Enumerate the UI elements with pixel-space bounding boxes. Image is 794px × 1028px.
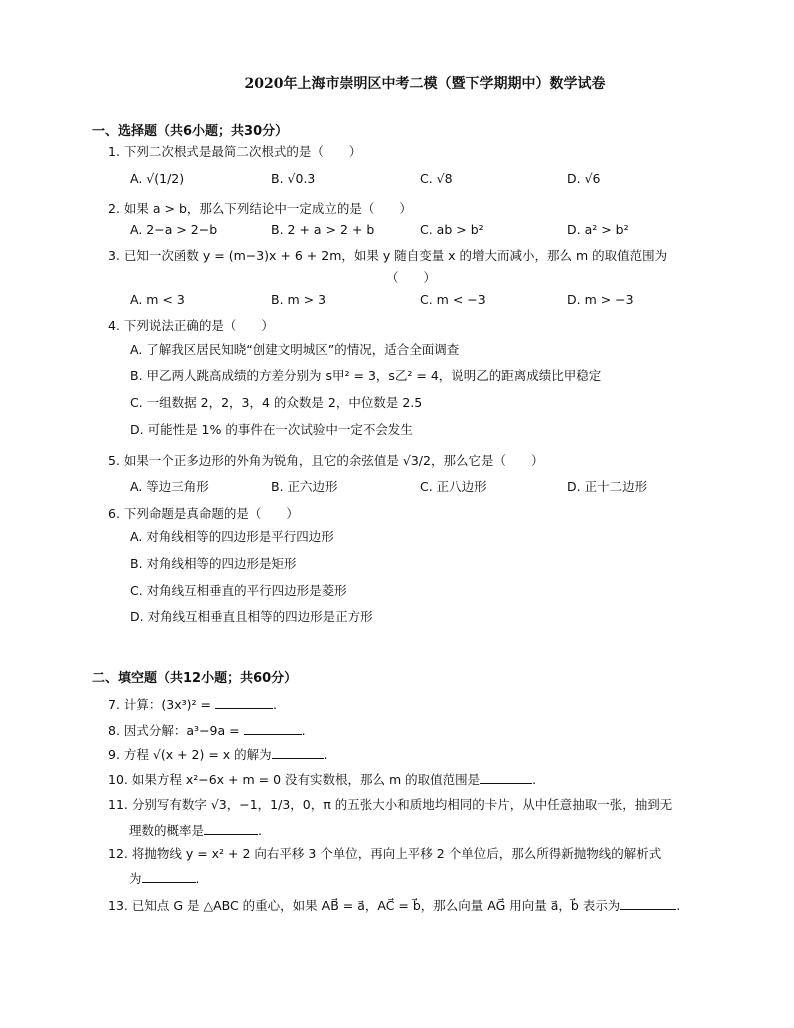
question-11-line-1: 11. 分别写有数字 √3，−1，1/3，0，π 的五张大小和质地均相同的卡片，从中任意抽取一张，抽到无 [108,797,673,812]
answer-blank[interactable] [620,897,676,910]
question-10-text: 10. 如果方程 x²−6x + m = 0 没有实数根，那么 m 的取值范围是 [108,772,481,787]
question-2-option-d: D. a² > b² [567,222,629,237]
question-7: 7. 计算：(3x³)² = . [108,697,277,712]
question-7-text: 7. 计算：(3x³)² = [108,697,211,712]
question-10: 10. 如果方程 x²−6x + m = 0 没有实数根，那么 m 的取值范围是 . [108,772,537,787]
answer-blank[interactable] [215,696,273,709]
question-4-option-b: B. 甲乙两人跳高成绩的方差分别为 s甲² = 3，s乙² = 4，说明乙的距离成绩比甲稳定 [130,368,602,383]
question-5-option-a: A. 等边三角形 [130,479,209,494]
question-2-stem: 2. 如果 a > b，那么下列结论中一定成立的是（ ） [108,201,412,216]
section-2-heading: 二、填空题（共12小题；共60分） [92,671,298,686]
question-11-text: 理数的概率是 [129,823,205,838]
question-5-stem: 5. 如果一个正多边形的外角为锐角，且它的余弦值是 √3/2，那么它是（ ） [108,453,544,468]
question-9: 9. 方程 √(x + 2) = x 的解为 . [108,747,328,762]
question-4-option-a: A. 了解我区居民知晓“创建文明城区”的情况，适合全面调查 [130,342,460,357]
question-2-option-c: C. ab > b² [420,222,484,237]
section-1-heading: 一、选择题（共6小题；共30分） [92,124,289,139]
question-5-option-b: B. 正六边形 [271,479,338,494]
question-1-option-d: D. √6 [567,171,601,186]
question-6-option-d: D. 对角线互相垂直且相等的四边形是正方形 [130,609,373,624]
question-5-option-c: C. 正八边形 [420,479,487,494]
question-3-stem-cont: （ ） [386,270,437,285]
question-2-option-b: B. 2 + a > 2 + b [271,222,375,237]
question-9-text: 9. 方程 √(x + 2) = x 的解为 [108,747,272,762]
question-6-stem: 6. 下列命题是真命题的是（ ） [108,506,299,521]
answer-blank[interactable] [272,746,324,759]
question-11-line-2: 理数的概率是 . [129,823,262,838]
question-4-option-d: D. 可能性是 1% 的事件在一次试验中一定不会发生 [130,422,413,437]
question-8-text: 8. 因式分解：a³−9a = [108,723,240,738]
question-12-text: 为 [129,871,142,886]
question-6-option-c: C. 对角线互相垂直的平行四边形是菱形 [130,583,347,598]
question-5-option-d: D. 正十二边形 [567,479,648,494]
question-2-option-a: A. 2−a > 2−b [130,222,218,237]
question-13-text: 13. 已知点 G 是 △ABC 的重心，如果 AB⃗ = a⃗，AC⃗ = b⃗，那么向量 AG⃗ 用向量 a⃗，b⃗ 表示为 [108,898,621,913]
answer-blank[interactable] [204,822,258,835]
question-4-stem: 4. 下列说法正确的是（ ） [108,318,274,333]
question-3-option-a: A. m < 3 [130,292,185,307]
question-12-line-2: 为 . [129,871,200,886]
answer-blank[interactable] [142,870,196,883]
question-4-option-c: C. 一组数据 2，2，3，4 的众数是 2，中位数是 2.5 [130,395,423,410]
question-6-option-b: B. 对角线相等的四边形是矩形 [130,556,297,571]
question-3-stem: 3. 已知一次函数 y = (m−3)x + 6 + 2m，如果 y 随自变量 x 的增大而减小，那么 m 的取值范围为 [108,248,668,263]
question-1-option-a: A. √(1/2) [130,171,185,186]
exam-title: 2020年上海市崇明区中考二模（暨下学期期中）数学试卷 [244,76,606,92]
question-13: 13. 已知点 G 是 △ABC 的重心，如果 AB⃗ = a⃗，AC⃗ = b⃗，那么向量 AG⃗ 用向量 a⃗，b⃗ 表示为 . [108,898,681,913]
question-3-option-b: B. m > 3 [271,292,327,307]
question-8: 8. 因式分解：a³−9a = . [108,723,306,738]
question-12-line-1: 12. 将抛物线 y = x² + 2 向右平移 3 个单位，再向上平移 2 个单位后，那么所得新抛物线的解析式 [108,846,662,861]
answer-blank[interactable] [244,722,302,735]
question-3-option-d: D. m > −3 [567,292,634,307]
answer-blank[interactable] [480,771,532,784]
question-6-option-a: A. 对角线相等的四边形是平行四边形 [130,529,334,544]
question-1-option-b: B. √0.3 [271,171,316,186]
question-1-option-c: C. √8 [420,171,453,186]
question-1-stem: 1. 下列二次根式是最简二次根式的是（ ） [108,144,362,159]
question-3-option-c: C. m < −3 [420,292,486,307]
